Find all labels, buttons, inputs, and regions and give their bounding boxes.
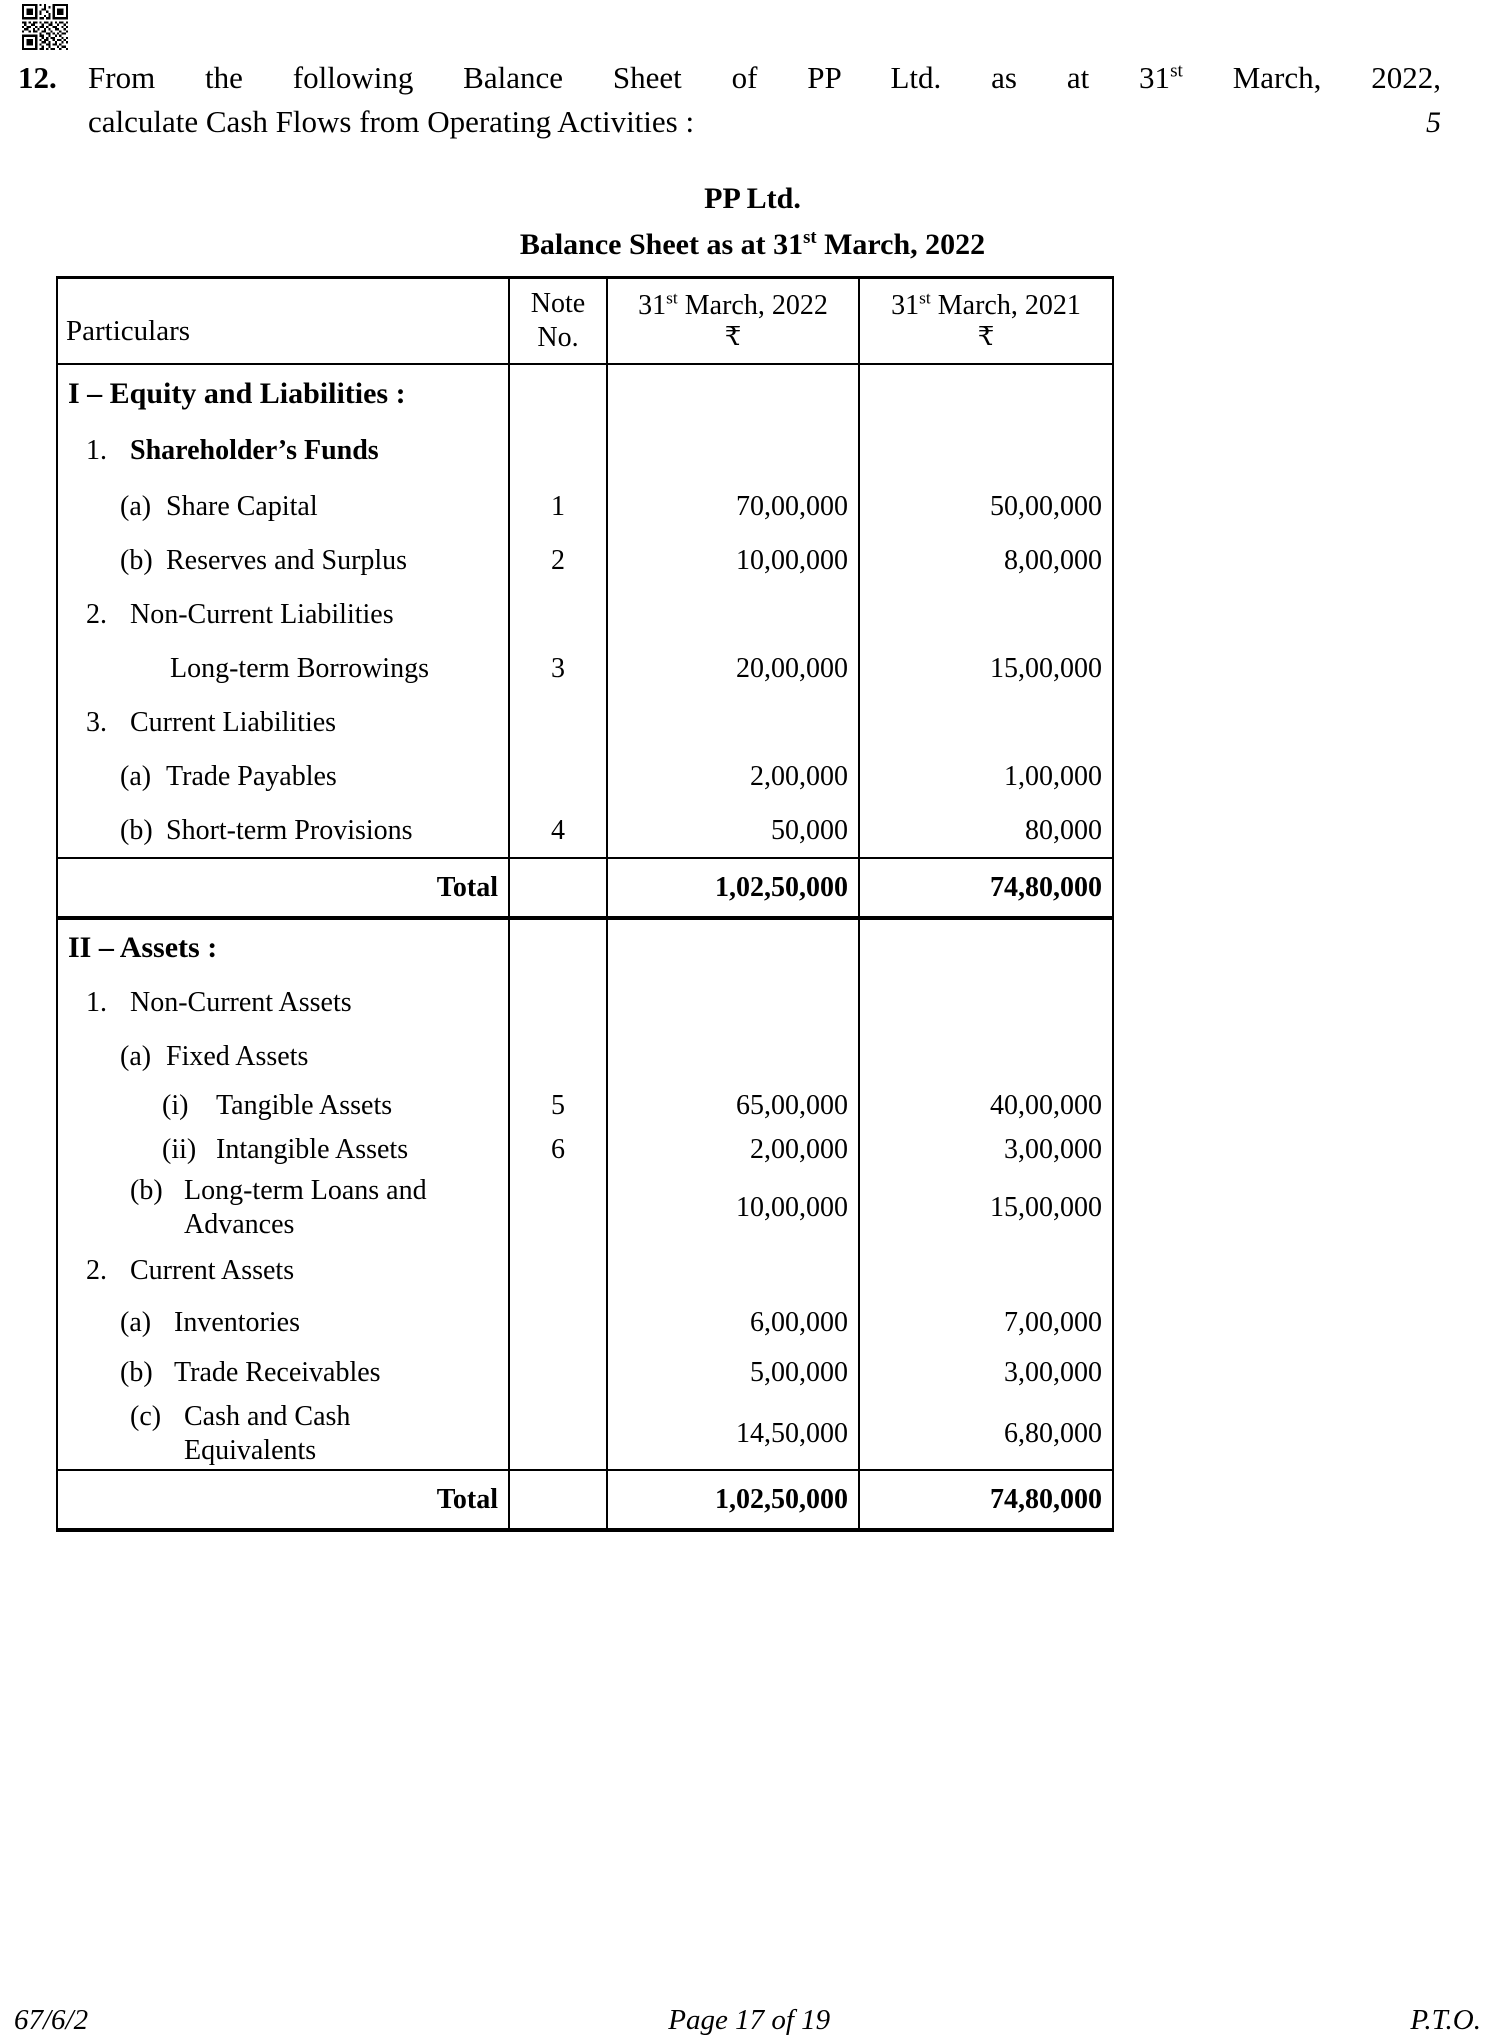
balance-sheet-body (57, 278, 1113, 1531)
note-number-cell: 5 (509, 1084, 607, 1128)
note-number-cell (509, 918, 607, 976)
total-row (57, 1470, 1113, 1530)
section-title (57, 918, 509, 976)
item-row-label: (a) Inventories (57, 1298, 509, 1348)
note-number-cell (509, 1172, 607, 1244)
value-2021-cell: 1,00,000 (859, 750, 1113, 804)
item-label-line2: Equivalents (184, 1434, 317, 1466)
item-sub-label: (a) (120, 761, 152, 793)
item-sub-label: (b) (120, 545, 153, 577)
section-header-row (57, 364, 1113, 422)
value-2022-cell: 2,00,000 (607, 750, 859, 804)
footer-paper-code: 67/6/2 (14, 2004, 89, 2036)
sub-item-row-label: (i) Tangible Assets (57, 1084, 509, 1128)
value-2022-cell: 6,00,000 (607, 1298, 859, 1348)
value-2021-cell: 3,00,000 (859, 1128, 1113, 1172)
note-number-cell (509, 1348, 607, 1398)
value-2021-cell: 15,00,000 (859, 1172, 1113, 1244)
group-label: Shareholder’s Funds (130, 435, 379, 467)
question-line-1-suffix: March, 2022, (1182, 60, 1442, 95)
question-block (0, 56, 1505, 145)
ordinal-suffix-sup: st (919, 288, 931, 308)
item-sub-label: (b) (120, 814, 153, 846)
item-row-label: (b) Short-term Provisions (57, 804, 509, 858)
header-note-line1: Note (530, 288, 586, 319)
company-title: PP Ltd. (704, 182, 801, 215)
note-number-cell (509, 858, 607, 918)
value-2022-cell (607, 364, 859, 422)
value-2021-cell: 80,000 (859, 804, 1113, 858)
item-sub-label: (a) (120, 1307, 152, 1339)
note-number-cell: 3 (509, 642, 607, 696)
balance-sheet-subtitle (0, 228, 1505, 262)
note-number-cell (509, 422, 607, 480)
value-2022-cell: 1,02,50,000 (607, 1470, 859, 1530)
table-row (57, 1244, 1113, 1298)
item-label-two-line (68, 1400, 498, 1468)
total-row (57, 858, 1113, 918)
value-2022-cell: 50,000 (607, 804, 859, 858)
item-row-label: (b) Reserves and Surplus (57, 534, 509, 588)
value-2021-cell (859, 1030, 1113, 1084)
item-row-label (57, 1398, 509, 1470)
table-row (57, 1128, 1113, 1172)
item-row-label: (a) Share Capital (57, 480, 509, 534)
value-2022-cell (607, 1244, 859, 1298)
value-2022-cell: 20,00,000 (607, 642, 859, 696)
table-row (57, 1030, 1113, 1084)
table-row (57, 696, 1113, 750)
value-2021-cell: 3,00,000 (859, 1348, 1113, 1398)
table-row (57, 642, 1113, 696)
value-2022-cell (607, 976, 859, 1030)
value-2022-cell (607, 1030, 859, 1084)
item-label-two-line (68, 1174, 498, 1242)
group-label: Non-Current Assets (130, 987, 352, 1019)
value-2021-cell (859, 696, 1113, 750)
item-sub-label: (ii) (162, 1134, 197, 1166)
question-line-1 (88, 56, 1443, 100)
note-number-cell: 2 (509, 534, 607, 588)
subtitle-suffix: March, 2022 (816, 228, 986, 261)
value-2021-cell (859, 1244, 1113, 1298)
balance-sheet-table (56, 276, 1114, 1532)
note-number-cell (509, 364, 607, 422)
note-number-cell (509, 588, 607, 642)
balance-sheet-table-wrap (56, 276, 1112, 1532)
value-2021-cell (859, 588, 1113, 642)
item-sub-label: (b) (130, 1175, 163, 1207)
note-number-cell (509, 1030, 607, 1084)
note-number-cell: 4 (509, 804, 607, 858)
footer-pto: P.T.O. (1410, 2004, 1481, 2036)
table-row (57, 1172, 1113, 1244)
value-2021-cell: 40,00,000 (859, 1084, 1113, 1128)
note-number-cell: 1 (509, 480, 607, 534)
question-body (88, 56, 1443, 145)
table-row (57, 1084, 1113, 1128)
page-footer (0, 2004, 1505, 2037)
total-label: Total (57, 858, 509, 918)
item-row-label: (a) Fixed Assets (57, 1030, 509, 1084)
question-line-2: calculate Cash Flows from Operating Activities : (88, 104, 695, 140)
subtitle-prefix: Balance Sheet as at 31 (519, 228, 804, 261)
section-title (57, 364, 509, 422)
group-number: 1. (86, 987, 107, 1019)
table-row (57, 1348, 1113, 1398)
note-number-cell (509, 976, 607, 1030)
value-2022-cell: 65,00,000 (607, 1084, 859, 1128)
item-sub-label: (a) (120, 491, 152, 523)
total-label: Total (57, 1470, 509, 1530)
group-row-label (57, 976, 509, 1030)
value-2022-cell: 1,02,50,000 (607, 858, 859, 918)
group-number: 1. (86, 435, 107, 467)
value-2021-cell: 8,00,000 (859, 534, 1113, 588)
value-2022-cell: 70,00,000 (607, 480, 859, 534)
group-number: 2. (86, 599, 107, 631)
note-number-cell (509, 1470, 607, 1530)
table-row (57, 1398, 1113, 1470)
item-sub-label: (a) (120, 1041, 152, 1073)
group-number: 2. (86, 1255, 107, 1287)
header-2022-prefix: 31 (638, 290, 667, 322)
table-row (57, 588, 1113, 642)
group-number: 3. (86, 707, 107, 739)
section-title-label: I – Equity and Liabilities : (68, 376, 406, 410)
rupee-symbol-icon: ₹ (977, 322, 995, 352)
value-2021-cell: 6,80,000 (859, 1398, 1113, 1470)
value-2022-cell: 2,00,000 (607, 1128, 859, 1172)
group-label: Non-Current Liabilities (130, 599, 394, 631)
ordinal-suffix-sup: st (1170, 60, 1183, 82)
value-2021-cell (859, 976, 1113, 1030)
header-note-no (509, 278, 607, 365)
group-row-label (57, 696, 509, 750)
value-2021-cell (859, 422, 1113, 480)
note-number-cell (509, 750, 607, 804)
question-line-2-row (88, 100, 1443, 145)
item-label-line2: Advances (184, 1209, 295, 1241)
value-2021-cell: 7,00,000 (859, 1298, 1113, 1348)
note-number-cell: 6 (509, 1128, 607, 1172)
value-2022-cell: 10,00,000 (607, 1172, 859, 1244)
table-header-row (57, 278, 1113, 365)
group-label: Current Liabilities (130, 707, 337, 739)
item-sub-label: (b) (120, 1357, 153, 1389)
item-row-label: (b) Trade Receivables (57, 1348, 509, 1398)
group-row-label (57, 422, 509, 480)
group-row-label (57, 588, 509, 642)
value-2021-cell: 74,80,000 (859, 1470, 1113, 1530)
value-2022-cell (607, 918, 859, 976)
item-row-label (57, 1172, 509, 1244)
table-row (57, 534, 1113, 588)
item-sub-label: (i) (162, 1090, 189, 1122)
table-row (57, 804, 1113, 858)
group-row-label (57, 1244, 509, 1298)
note-number-cell (509, 1244, 607, 1298)
table-row (57, 750, 1113, 804)
value-2021-cell: 15,00,000 (859, 642, 1113, 696)
footer-page-number: Page 17 of 19 (668, 2004, 831, 2036)
table-row (57, 480, 1113, 534)
table-row (57, 976, 1113, 1030)
header-2021-prefix: 31 (891, 290, 920, 322)
header-2022-suffix: March, 2022 (677, 290, 828, 322)
question-number: 12. (18, 60, 57, 95)
ordinal-suffix-sup: st (666, 288, 678, 308)
table-row (57, 422, 1113, 480)
header-2021-suffix: March, 2021 (930, 290, 1081, 322)
value-2021-cell (859, 364, 1113, 422)
value-2022-cell (607, 588, 859, 642)
rupee-symbol-icon: ₹ (724, 322, 742, 352)
group-label: Current Assets (130, 1255, 295, 1287)
value-2022-cell: 5,00,000 (607, 1348, 859, 1398)
header-particulars: Particulars (57, 278, 509, 365)
item-label-line1: (c) Cash and Cash (130, 1400, 498, 1434)
value-2022-cell (607, 422, 859, 480)
note-number-cell (509, 1398, 607, 1470)
ordinal-suffix-sup: st (803, 227, 817, 248)
note-number-cell (509, 1298, 607, 1348)
header-year-2022 (607, 278, 859, 365)
section-title-label: II – Assets : (68, 931, 218, 965)
value-2022-cell: 10,00,000 (607, 534, 859, 588)
value-2021-cell (859, 918, 1113, 976)
item-row-label: Long-term Borrowings (57, 642, 509, 696)
question-line-1-prefix: From the following Balance Sheet of PP Ltd. as at 31 (88, 60, 1171, 95)
header-note-line2: No. (537, 322, 579, 354)
header-year-2021 (859, 278, 1113, 365)
item-sub-label: (c) (130, 1400, 162, 1432)
qr-code-icon (22, 4, 68, 50)
note-number-cell (509, 696, 607, 750)
sub-item-row-label: (ii) Intangible Assets (57, 1128, 509, 1172)
question-marks: 5 (1426, 106, 1441, 140)
section-header-row (57, 918, 1113, 976)
value-2022-cell: 14,50,000 (607, 1398, 859, 1470)
item-row-label: (a) Trade Payables (57, 750, 509, 804)
value-2022-cell (607, 696, 859, 750)
value-2021-cell: 50,00,000 (859, 480, 1113, 534)
table-row (57, 1298, 1113, 1348)
value-2021-cell: 74,80,000 (859, 858, 1113, 918)
item-label-line1: (b) Long-term Loans and (130, 1174, 498, 1208)
